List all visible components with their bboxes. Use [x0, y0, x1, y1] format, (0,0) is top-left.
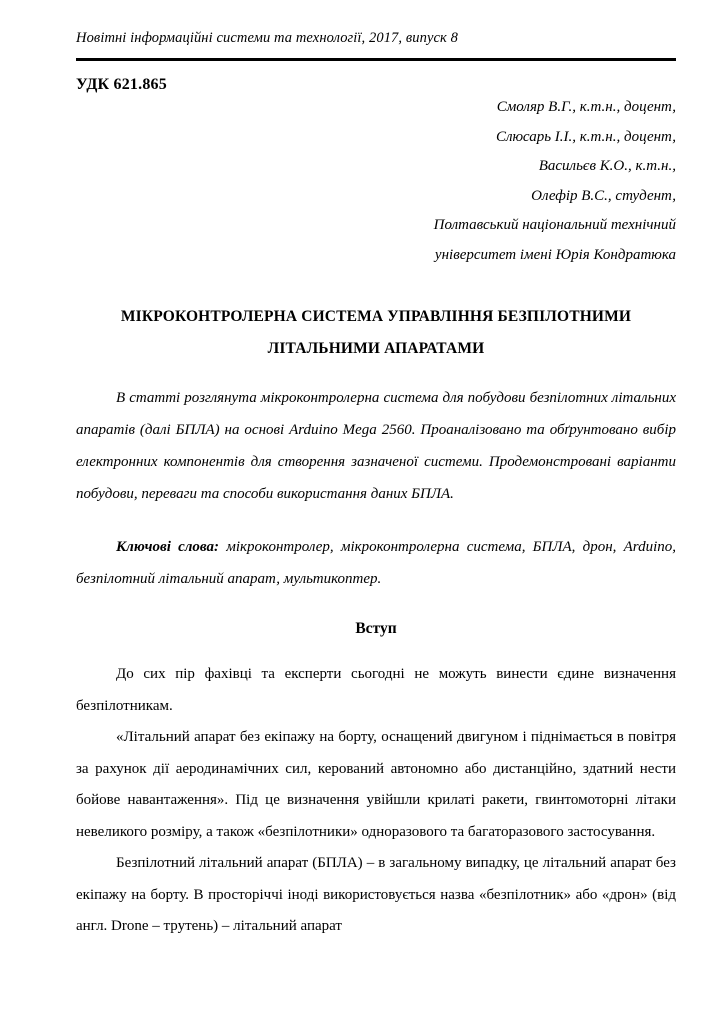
body-text-block — [76, 659, 676, 943]
article-title — [76, 301, 676, 365]
keywords-label: Ключові слова: — [116, 539, 220, 555]
affiliation-line: Полтавський національний технічний — [433, 217, 676, 233]
body-paragraph: «Літальний апарат без екіпажу на борту, оснащений двигуном і піднімається в повітря за рахунок дії аеродинамічних сил, керований автономно або дистанційно, здатний нести бойове навантаження». Під це визначення увійшли крилаті ракети, гвинтомоторні літаки невеликого розміру, а також «безпілотники» одноразового та багаторазового застосування. — [76, 729, 676, 840]
author-block — [246, 93, 676, 270]
keywords-block — [76, 531, 676, 595]
author-line: Олефір В.С., студент, — [531, 187, 676, 204]
body-paragraph: До сих пір фахівці та експерти сьогодні не можуть винести єдине визначення безпілотникам. — [76, 666, 676, 714]
keywords-paragraph — [76, 531, 676, 595]
article-title-line: ЛІТАЛЬНИМИ АПАРАТАМИ — [267, 340, 485, 358]
article-title-line: МІКРОКОНТРОЛЕРНА СИСТЕМА УПРАВЛІННЯ БЕЗПІЛОТНИМИ — [120, 308, 632, 326]
abstract-block — [76, 382, 676, 510]
udk-code: УДК 621.865 — [76, 76, 167, 93]
header-divider-rule — [76, 58, 676, 61]
running-head — [76, 30, 676, 47]
section-heading-vstup: Вступ — [355, 619, 397, 637]
abstract-text: В статті розглянута мікроконтролерна система для побудови безпілотних літальних апаратів (далі БПЛА) на основі Arduino Mega 2560. Проаналізовано та обґрунтовано вибір електронних компонентів для створення зазначеної системи. Продемонстровані варіанти побудови, переваги та способи використання даних БПЛА. — [76, 390, 676, 502]
body-paragraph: Безпілотний літальний апарат (БПЛА) – в загальному випадку, це літальний апарат без екіпажу на борту. В просторіччі іноді використовується назва «безпілотник» або «дрон» (від англ. Drone – трутень) – літальний апарат — [76, 855, 676, 934]
author-line: Васильєв К.О., к.т.н., — [538, 158, 676, 174]
keywords-list: мікроконтролер, мікроконтролерна система, БПЛА, дрон, Arduino, безпілотний літальний апарат, мультикоптер. — [76, 539, 676, 587]
running-head-text: Новітні інформаційні системи та технології, 2017, випуск 8 — [76, 30, 458, 46]
author-line: Смоляр В.Г., к.т.н., доцент, — [496, 99, 676, 115]
affiliation-line: університет імені Юрія Кондратюка — [434, 246, 676, 263]
author-line: Слюсарь І.І., к.т.н., доцент, — [496, 128, 676, 145]
